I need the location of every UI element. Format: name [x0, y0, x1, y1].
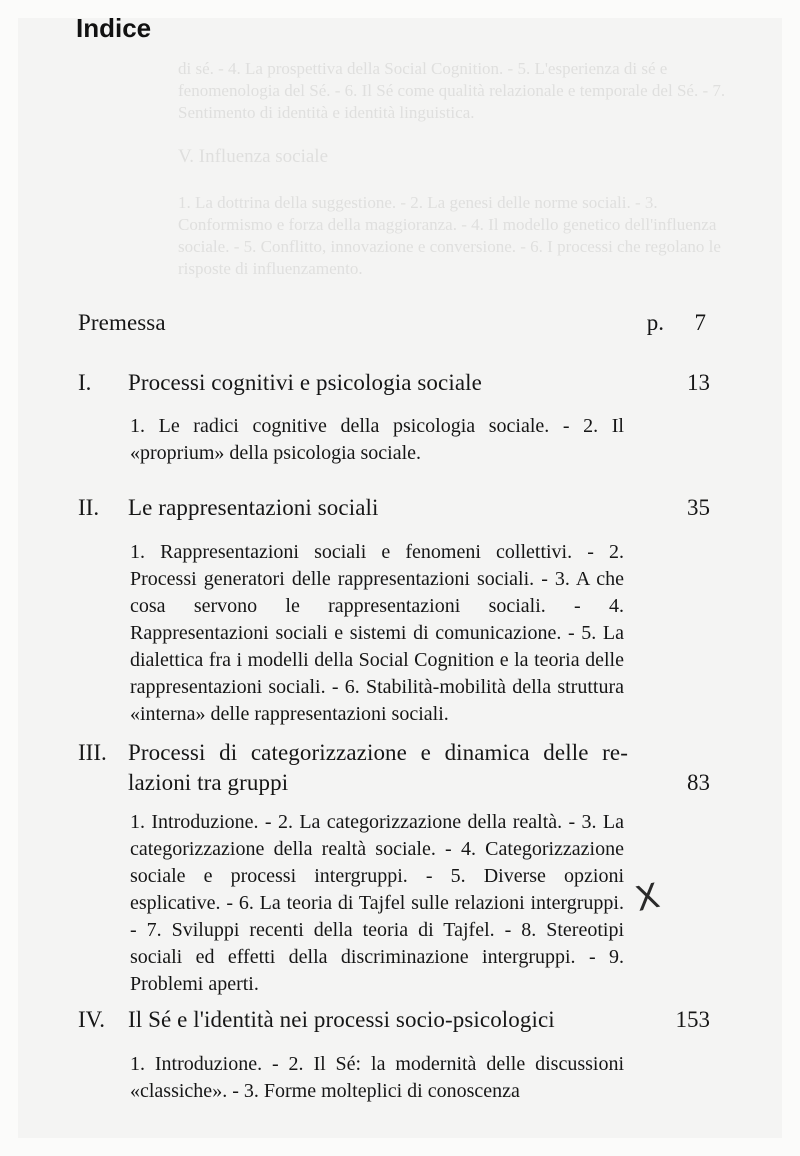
- premessa-page-prefix: p.: [646, 310, 664, 335]
- chapter-description: 1. Introduzione. - 2. La categorizzazione della realtà. - 3. La categorizzazione della realtà sociale. - 4. Categorizzazione sociale e processi intergruppi. - 5. Diverse opzioni esplicative. - 6. La teoria di Tajfel sulle relazioni intergruppi. - 7. Sviluppi recenti della teoria di Tajfel. - 8. Stereotipi sociali ed effetti della discriminazione intergruppi. - 9. Problemi aperti.: [130, 811, 624, 995]
- ghost-line: V. Influenza sociale: [178, 146, 329, 167]
- chapter-title-continued: lazioni tra gruppi: [128, 770, 289, 795]
- ghost-line: di sé. - 4. La prospettiva della Social Cognition. - 5. L'esperienza di sé e fenomenologia del Sé. - 6. Il Sé come qualità relazionale e temporale del Sé. - 7. Sentimento di identità e identità linguistica.: [178, 59, 726, 122]
- chapter-title: Il Sé e l'identità nei processi socio-psicologici: [128, 1007, 555, 1032]
- chapter-numeral: II.: [78, 495, 100, 520]
- premessa-title: Premessa: [78, 310, 166, 335]
- chapter-page-number: 153: [675, 1007, 710, 1032]
- chapter-description: 1. Le radici cognitive della psicologia sociale. - 2. Il «proprium» della psicologia sociale.: [130, 415, 624, 464]
- running-head: Indice: [76, 13, 152, 43]
- chapter-page-number: 13: [687, 370, 710, 395]
- chapter-description: 1. Introduzione. - 2. Il Sé: la modernità delle discussioni «classiche». - 3. Forme molteplici di conoscenza: [130, 1053, 624, 1102]
- table-of-contents: [18, 13, 782, 1138]
- chapter-page-number: 83: [687, 770, 710, 795]
- chapter-title: Le rappresentazioni sociali: [128, 495, 379, 520]
- chapter-page-number: 35: [687, 495, 710, 520]
- chapter-numeral: III.: [78, 740, 107, 765]
- chapter-description: 1. Rappresentazioni sociali e fenomeni collettivi. - 2. Processi generatori delle rappresentazioni sociali. - 3. A che cosa servono le rappresentazioni sociali. - 4. Rappresentazioni sociali e sistemi di comunicazione. - 5. La dialettica fra i modelli della Social Cognition e la teoria delle rappresentazioni sociali. - 6. Stabilità-mobilità della struttura «interna» delle rappresentazioni sociali.: [130, 541, 624, 725]
- chapter-title: Processi cognitivi e psicologia sociale: [128, 370, 482, 395]
- ghost-line: 1. La dottrina della suggestione. - 2. La genesi delle norme sociali. - 3. Conformismo e forza della maggioranza. - 4. Il modello genetico dell'influenza sociale. - 5. Conflitto, innovazione e conversione. - 6. I processi che regolano le risposte di influenzamento.: [178, 193, 721, 278]
- chapter-title: Processi di categorizzazione e dinamica delle re-: [128, 740, 628, 765]
- handwritten-x-mark: X: [632, 876, 664, 920]
- premessa-page-number: 7: [694, 310, 706, 335]
- chapter-numeral: IV.: [78, 1007, 106, 1032]
- chapter-numeral: I.: [78, 370, 92, 395]
- book-page: [18, 13, 782, 1138]
